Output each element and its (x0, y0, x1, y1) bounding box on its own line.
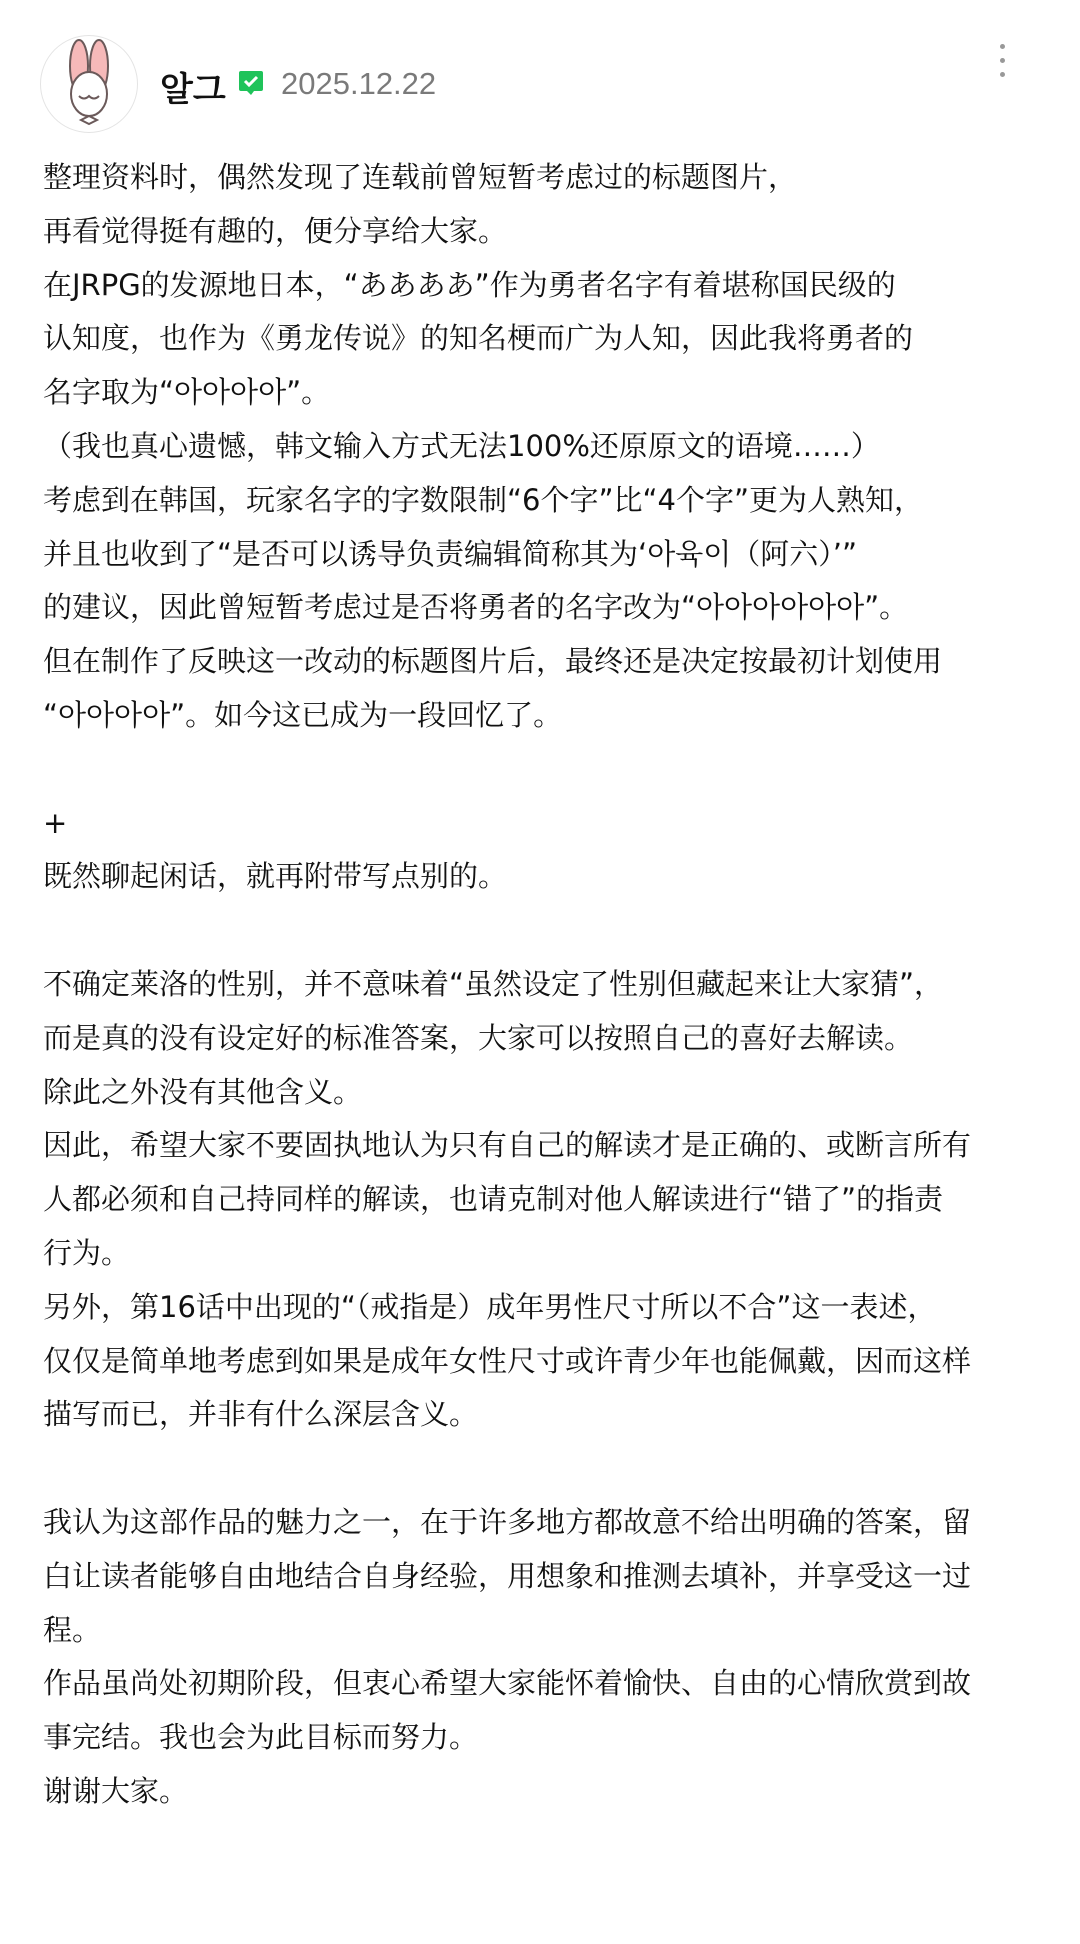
post-text-line: 因此，希望大家不要固执地认为只有自己的解读才是正确的、或断言所有 (43, 1128, 972, 1163)
author-avatar[interactable] (40, 35, 138, 133)
more-vertical-icon (1000, 44, 1005, 49)
post-body (43, 151, 1053, 1819)
post-text-line: 但在制作了反映这一改动的标题图片后，最终还是决定按最初计划使用 (43, 644, 943, 679)
post-header (0, 0, 1080, 150)
post-text-line: 的建议，因此曾短暂考虑过是否将勇者的名字改为“아아아아아아”。 (43, 590, 909, 625)
more-options-button[interactable] (990, 44, 1014, 84)
post-text-line: 程。 (43, 1612, 102, 1647)
post-text-line: 而是真的没有设定好的标准答案，大家可以按照自己的喜好去解读。 (43, 1020, 914, 1055)
post-text-line: 除此之外没有其他含义。 (43, 1074, 363, 1109)
verified-check-icon (238, 70, 264, 96)
post-text-line: 白让读者能够自由地结合自身经验，用想象和推测去填补，并享受这一过 (43, 1558, 972, 1593)
post-text-line: 谢谢大家。 (43, 1773, 189, 1808)
post-text-line: 考虑到在韩国，玩家名字的字数限制“6个字”比“4个字”更为人熟知， (43, 482, 923, 517)
post-text-line: 另外，第16话中出现的“（戒指是）成年男性尺寸所以不合”这一表述， (43, 1289, 937, 1324)
post-text-line: 整理资料时，偶然发现了连载前曾短暂考虑过的标题图片， (43, 160, 798, 194)
author-name[interactable]: 알그 (160, 70, 226, 110)
post-text-line: 既然聊起闲话，就再附带写点别的。 (43, 859, 508, 894)
post-text-line: 描写而已，并非有什么深层含义。 (43, 1397, 479, 1432)
blank-line (43, 1442, 1053, 1496)
post-date: 2025.12.22 (281, 66, 437, 101)
blank-line (43, 743, 1053, 797)
post-text-line: 认知度，也作为《勇龙传说》的知名梗而广为人知，因此我将勇者的 (43, 321, 914, 356)
post-text-line: 我认为这部作品的魅力之一，在于许多地方都故意不给出明确的答案，留 (43, 1504, 972, 1539)
post-text-line: 作品虽尚处初期阶段，但衷心希望大家能怀着愉快、自由的心情欣赏到故 (43, 1666, 972, 1701)
post-text-line: 行为。 (43, 1235, 131, 1270)
rabbit-avatar-icon (41, 36, 137, 132)
post-text-line: 并且也收到了“是否可以诱导负责编辑简称其为‘아육이（阿六）’” (43, 536, 858, 571)
post-text-line: 事完结。我也会为此目标而努力。 (43, 1720, 479, 1755)
post-text-line: 再看觉得挺有趣的，便分享给大家。 (43, 213, 508, 248)
post-text-line: 在JRPG的发源地日本，“ああああ”作为勇者名字有着堪称国民级的 (43, 267, 896, 302)
post-text-line: “아아아아”。如今这已成为一段回忆了。 (43, 697, 563, 732)
blank-line (43, 904, 1053, 958)
post-text-line: （我也真心遗憾，韩文输入方式无法100%还原原文的语境……） (43, 428, 880, 463)
post-text-line: 名字取为“아아아아”。 (43, 375, 331, 410)
post-text-line: 不确定莱洛的性别，并不意味着“虽然设定了性别但藏起来让大家猜”， (43, 966, 944, 1001)
post-text-line: 人都必须和自己持同样的解读，也请克制对他人解读进行“错了”的指责 (43, 1182, 944, 1217)
post-text-line: 仅仅是简单地考虑到如果是成年女性尺寸或许青少年也能佩戴，因而这样 (43, 1343, 972, 1378)
post-text-line: + (43, 805, 68, 840)
